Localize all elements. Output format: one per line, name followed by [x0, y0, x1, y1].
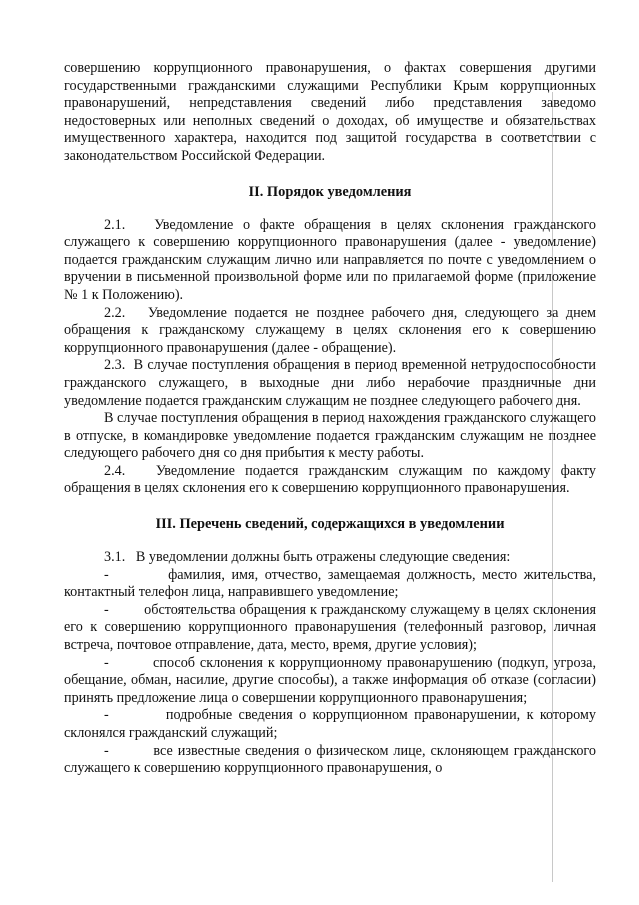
paragraph-2-3-cont: В случае поступления обращения в период нахождения гражданского служащего в отпуске, в командировке уведомление подается гражданским служащим не позднее следующего рабочего дня со дня прибытия к месту работы.	[64, 410, 596, 462]
paragraph-2-4: 2.4. Уведомление подается гражданским служащим по каждому факту обращения в целях склонения его к совершению коррупционного правонарушения.	[64, 462, 596, 497]
list-item: - все известные сведения о физическом лице, склоняющем гражданского служащего к совершению коррупционного правонарушения, о	[64, 742, 596, 777]
section-3-heading: III. Перечень сведений, содержащихся в уведомлении	[155, 516, 505, 533]
section-2-heading: II. Порядок уведомления	[248, 183, 412, 200]
intro-paragraph: совершению коррупционного правонарушения, о фактах совершения другими государственными гражданскими служащими Республики Крым коррупционных правонарушений, непредставления сведений либо представления заведомо недостоверных или неполных сведений о доходах, об имуществе и обязательствах имущественного характера, находится под защитой государства в соответствии с законодательством Российской Федерации.	[64, 60, 596, 164]
list-item: - фамилия, имя, отчество, замещаемая должность, место жительства, контактный телефон лица, направившего уведомление;	[64, 566, 596, 601]
document-body	[64, 60, 596, 778]
list-item: - обстоятельства обращения к гражданскому служащему в целях склонения его к совершению коррупционного правонарушения (телефонный разговор, личная встреча, почтовое отправление, дата, место, время, другие условия);	[64, 601, 596, 654]
paragraph-2-3: 2.3. В случае поступления обращения в период временной нетрудоспособности гражданского служащего, в выходные дни либо нерабочие праздничные дни уведомление подается гражданским служащим не позднее следующего рабочего дня.	[64, 357, 596, 409]
list-item: - способ склонения к коррупционному правонарушению (подкуп, угроза, обещание, обман, насилие, другие способы), а также информация об отказе (согласии) принять предложение лица о совершении коррупционного правонарушения;	[64, 654, 596, 706]
paragraph-2-1: 2.1. Уведомление о факте обращения в целях склонения гражданского служащего к совершению коррупционного правонарушения (далее - уведомление) подается гражданским служащим лично или направляется по почте с уведомлением о вручении в письменной произвольной форме или по прилагаемой форме (приложение № 1 к Положению).	[64, 216, 596, 303]
paragraph-3-1: 3.1. В уведомлении должны быть отражены следующие сведения:	[104, 549, 511, 566]
list-item: - подробные сведения о коррупционном правонарушении, к которому склонялся гражданский служащий;	[64, 707, 596, 741]
paragraph-2-2: 2.2. Уведомление подается не позднее рабочего дня, следующего за днем обращения к гражданскому служащему в целях склонения его к совершению коррупционного правонарушения (далее - обращение).	[64, 304, 596, 356]
